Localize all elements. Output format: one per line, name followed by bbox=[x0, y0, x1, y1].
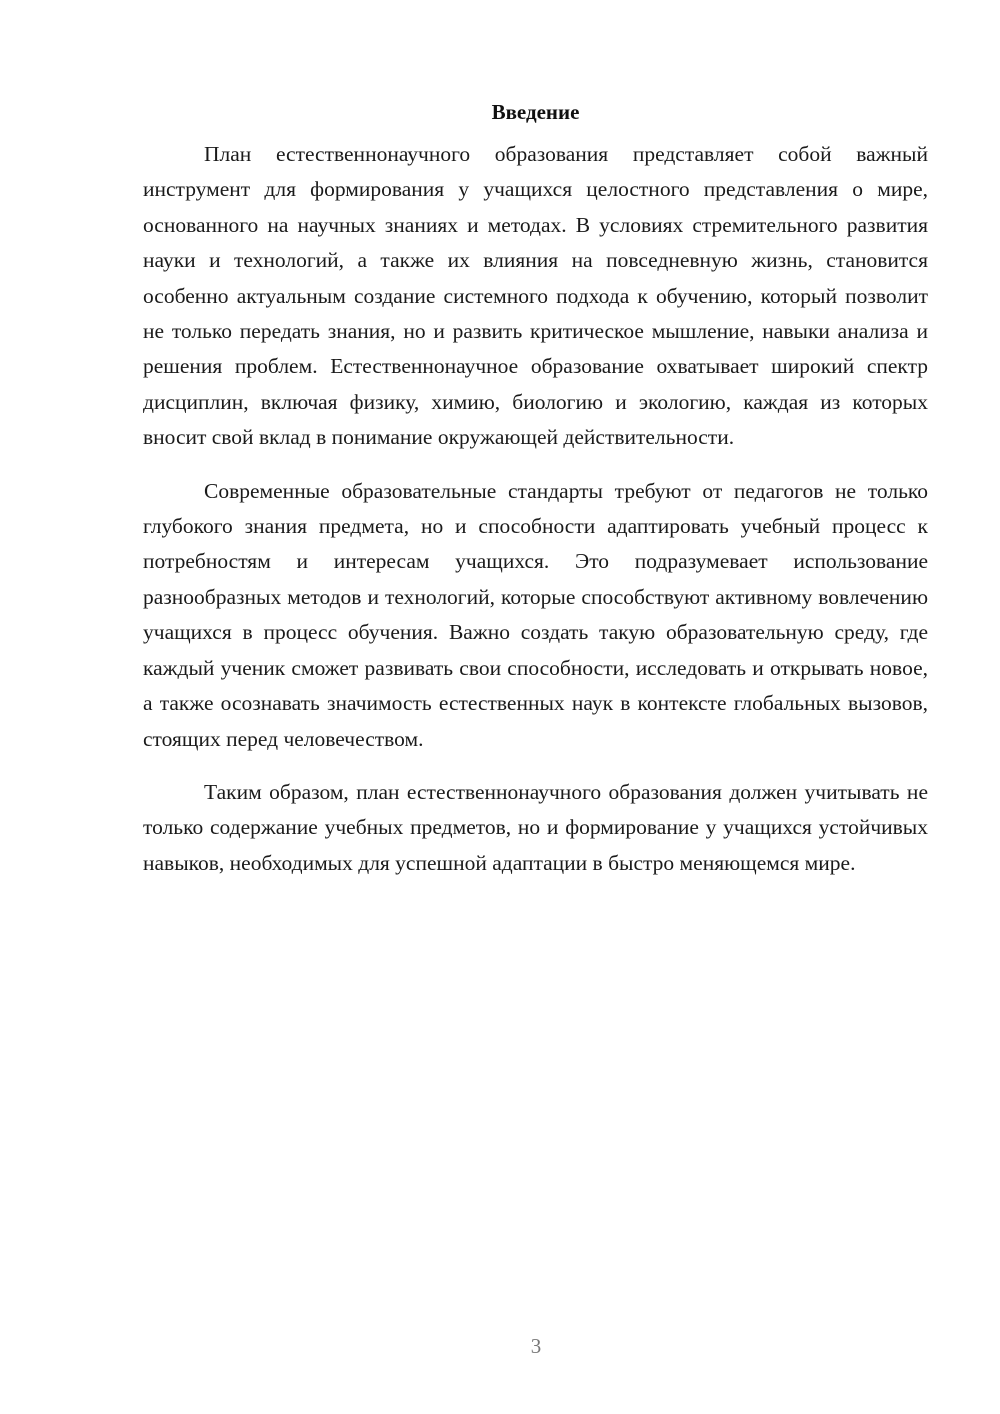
paragraph-3: Таким образом, план естественнонаучного образования должен учитывать не только содержание учебных предметов, но и формирование у учащихся устойчивых навыков, необходимых для успешной адаптации в быстро меняющемся мире. bbox=[143, 779, 928, 875]
paragraph-1: План естественнонаучного образования представляет собой важный инструмент для формирования у учащихся целостного представления о мире, основанного на научных знаниях и методах. В условиях стремительного развития науки и технологий, а также их влияния на повседневную жизнь, становится особенно актуальным создание системного подхода к обучению, который позволит не только передать знания, но и развить критическое мышление, навыки анализа и решения проблем. Естественнонаучное образование охватывает широкий спектр дисциплин, включая физику, химию, биологию и экологию, каждая из которых вносит свой вклад в понимание окружающей действительности. bbox=[143, 142, 928, 450]
page-number: 3 bbox=[530, 1334, 542, 1358]
section-heading: Введение bbox=[491, 100, 580, 124]
page-content bbox=[143, 97, 928, 881]
page-number-footer bbox=[0, 1333, 1000, 1359]
paragraph-2: Современные образовательные стандарты требуют от педагогов не только глубокого знания предмета, но и способности адаптировать учебный процесс к потребностям и интересам учащихся. Это подразумевает использование разнообразных методов и технологий, которые способствуют активному вовлечению учащихся в процесс обучения. Важно создать такую образовательную среду, где каждый ученик сможет развивать свои способности, исследовать и открывать новое, а также осознавать значимость естественных наук в контексте глобальных вызовов, стоящих перед человечеством. bbox=[143, 478, 928, 751]
